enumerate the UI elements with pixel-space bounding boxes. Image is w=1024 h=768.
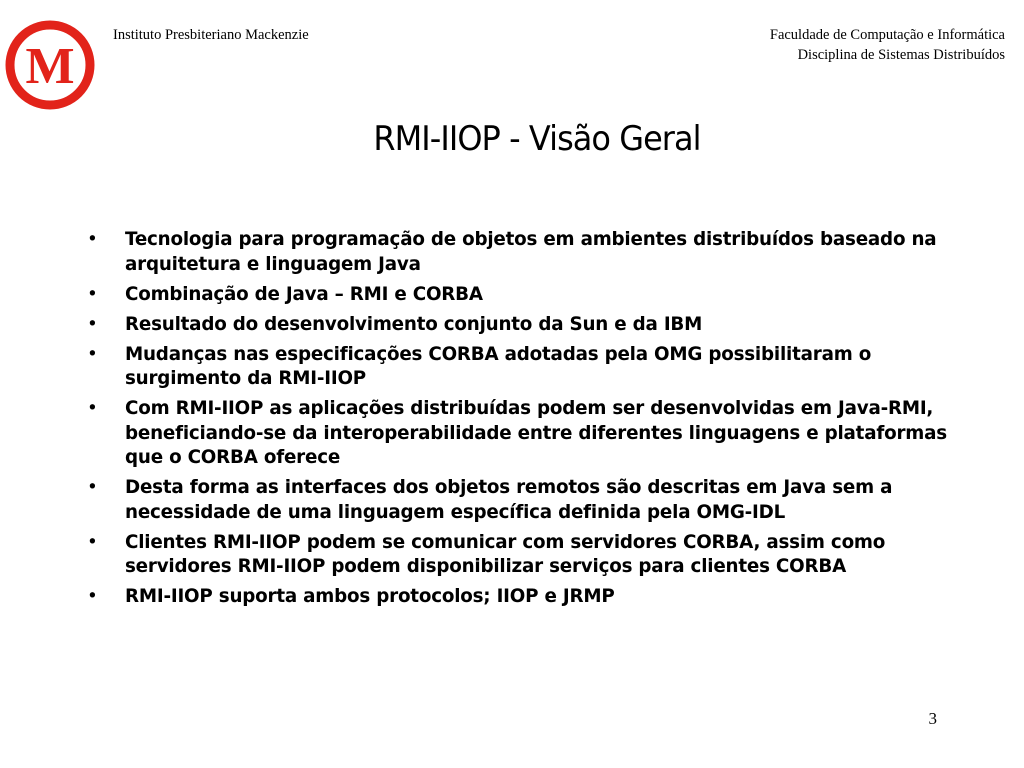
bullet-text: RMI-IIOP suporta ambos protocolos; IIOP e JRMP bbox=[125, 586, 615, 607]
bullet-item bbox=[87, 585, 947, 610]
bullet-dot: • bbox=[87, 283, 98, 305]
header-faculty-line1: Faculdade de Computação e Informática bbox=[769, 27, 1005, 43]
bullet-item bbox=[87, 313, 947, 338]
bullet-item bbox=[87, 476, 947, 525]
header-faculty bbox=[770, 25, 1005, 65]
bullet-item bbox=[87, 228, 947, 277]
bullet-text: Combinação de Java – RMI e CORBA bbox=[125, 283, 483, 305]
bullet-dot: • bbox=[87, 229, 98, 250]
bullet-item bbox=[87, 343, 947, 392]
bullet-text: Clientes RMI-IIOP podem se comunicar com servidores CORBA, assim como servidores RMI-IIOP podem disponibilizar serviços para clientes CORBA bbox=[125, 531, 886, 577]
bullet-dot: • bbox=[87, 313, 98, 335]
bullet-text: Tecnologia para programação de objetos em ambientes distribuídos baseado na arquitetura e linguagem Java bbox=[125, 229, 937, 275]
logo-letter: M bbox=[25, 38, 75, 95]
bullet-text: Com RMI-IIOP as aplicações distribuídas podem ser desenvolvidas em Java-RMI, beneficiando-se da interoperabilidade entre diferentes linguagens e plataformas que o CORBA oferece bbox=[125, 398, 947, 468]
bullet-item bbox=[87, 397, 947, 471]
header-faculty-line2: Disciplina de Sistemas Distribuídos bbox=[797, 47, 1005, 63]
bullet-list bbox=[87, 228, 947, 615]
bullet-dot: • bbox=[87, 398, 98, 419]
bullet-dot: • bbox=[87, 531, 98, 553]
bullet-item bbox=[87, 531, 947, 580]
bullet-text: Mudanças nas especificações CORBA adotadas pela OMG possibilitaram o surgimento da RMI-IIOP bbox=[125, 343, 872, 389]
page-number: 3 bbox=[928, 709, 937, 728]
mackenzie-logo-icon bbox=[4, 19, 96, 111]
bullet-text: Desta forma as interfaces dos objetos remotos são descritas em Java sem a necessidade de uma linguagem específica definida pela OMG-IDL bbox=[125, 477, 893, 523]
bullet-dot: • bbox=[87, 343, 98, 365]
bullet-item bbox=[87, 283, 947, 308]
slide-title: RMI-IIOP - Visão Geral bbox=[373, 119, 701, 159]
bullet-dot: • bbox=[87, 586, 98, 607]
bullet-dot: • bbox=[87, 477, 98, 498]
header-institution: Instituto Presbiteriano Mackenzie bbox=[113, 27, 309, 43]
bullet-text: Resultado do desenvolvimento conjunto da Sun e da IBM bbox=[125, 313, 703, 335]
